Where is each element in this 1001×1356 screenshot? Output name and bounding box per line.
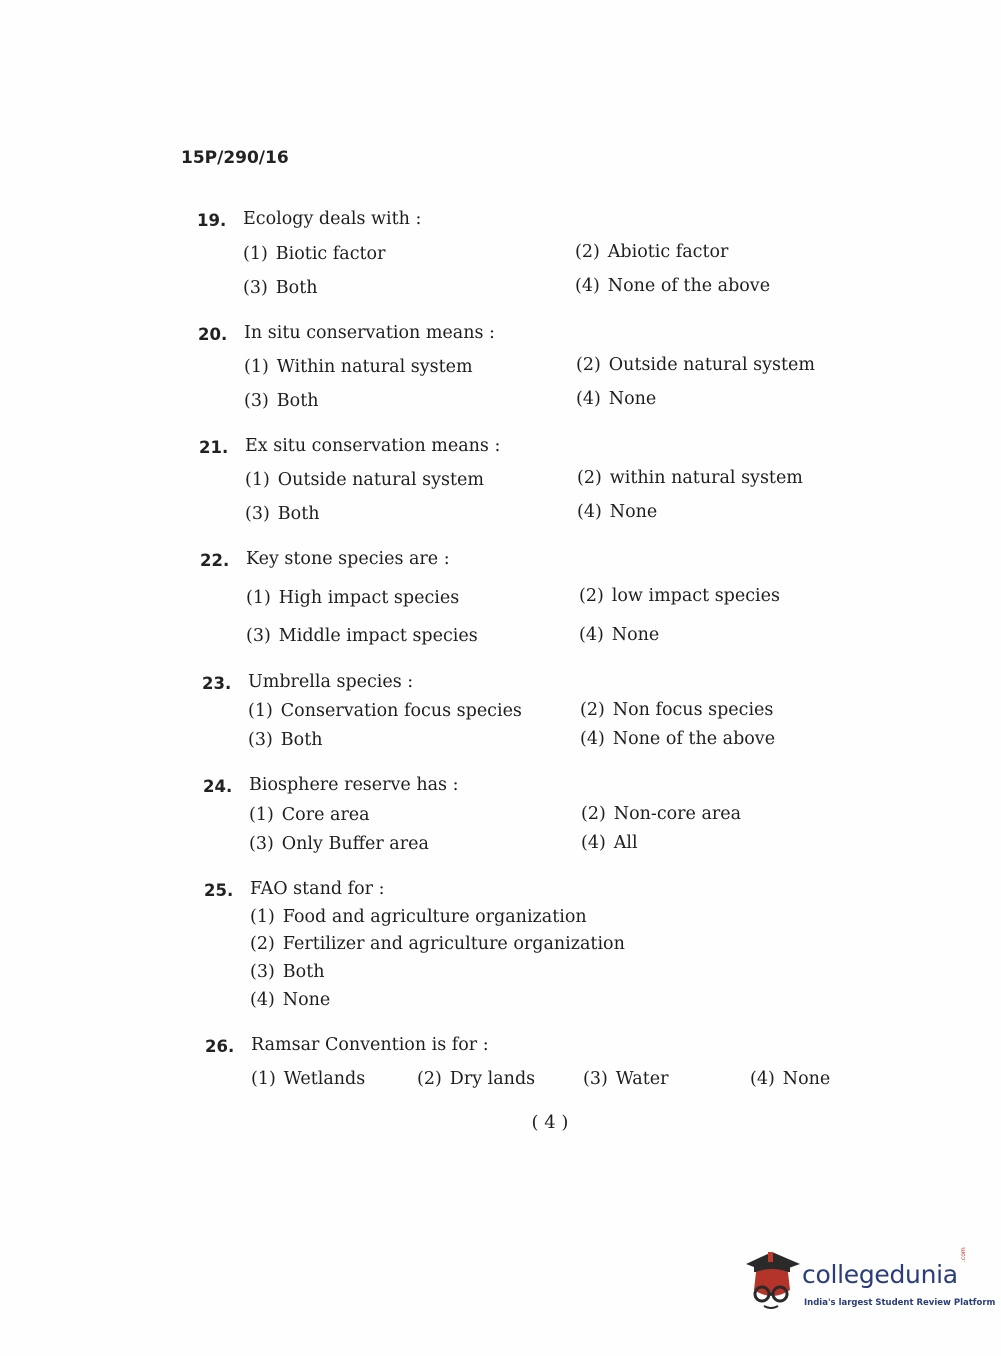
option-text: Dry lands <box>449 1069 536 1089</box>
option-number: (3) <box>246 626 271 646</box>
question-text: In situ conservation means : <box>244 323 495 343</box>
option-number: (4) <box>576 389 601 409</box>
option-number: (2) <box>417 1069 442 1089</box>
option-2 <box>250 934 625 954</box>
option-text: Wetlands <box>283 1069 366 1089</box>
question-text: FAO stand for : <box>250 879 385 899</box>
option-number: (1) <box>245 470 270 490</box>
option-number: (1) <box>248 701 273 721</box>
option-text: None <box>782 1069 831 1089</box>
option-number: (2) <box>576 355 601 375</box>
question-text: Biosphere reserve has : <box>249 775 459 795</box>
option-3 <box>245 504 320 524</box>
option-number: (3) <box>250 962 275 982</box>
option-number: (2) <box>581 804 606 824</box>
option-number: (1) <box>250 907 275 927</box>
option-2 <box>579 586 780 606</box>
option-4 <box>575 276 770 296</box>
option-1 <box>243 244 385 264</box>
option-1 <box>251 1069 365 1089</box>
option-number: (2) <box>579 586 604 606</box>
option-text: Water <box>615 1069 669 1089</box>
option-number: (2) <box>250 934 275 954</box>
option-4 <box>750 1069 830 1089</box>
option-text: Core area <box>281 805 370 825</box>
option-2 <box>577 468 803 488</box>
option-2 <box>575 242 728 262</box>
page-number: ( 4 ) <box>531 1112 569 1133</box>
option-number: (3) <box>244 391 269 411</box>
mascot-icon <box>742 1250 802 1314</box>
option-number: (2) <box>577 468 602 488</box>
question-number: 21. <box>199 438 229 457</box>
option-3 <box>243 278 318 298</box>
option-number: (1) <box>246 588 271 608</box>
option-text: within natural system <box>609 468 803 488</box>
collegedunia-watermark <box>742 1247 996 1320</box>
question-number: 19. <box>197 211 227 230</box>
option-text: Food and agriculture organization <box>282 907 587 927</box>
option-number: (4) <box>250 990 275 1010</box>
brand-name: collegedunia <box>802 1260 958 1289</box>
option-text: Outside natural system <box>277 470 484 490</box>
option-1 <box>244 357 473 377</box>
option-text: Both <box>282 962 325 982</box>
option-text: Abiotic factor <box>607 242 729 262</box>
option-number: (2) <box>580 700 605 720</box>
option-3 <box>250 962 325 982</box>
option-text: Both <box>277 504 320 524</box>
question-number: 26. <box>205 1037 235 1056</box>
option-text: None <box>611 625 660 645</box>
option-text: Only Buffer area <box>281 834 429 854</box>
option-text: High impact species <box>278 588 460 608</box>
option-number: (3) <box>583 1069 608 1089</box>
option-text: Outside natural system <box>608 355 815 375</box>
option-number: (4) <box>750 1069 775 1089</box>
option-1 <box>246 588 459 608</box>
option-number: (4) <box>579 625 604 645</box>
brand-tagline: India's largest Student Review Platform <box>804 1298 996 1308</box>
option-3 <box>248 730 323 750</box>
option-text: None <box>282 990 331 1010</box>
option-3 <box>244 391 319 411</box>
option-number: (4) <box>581 833 606 853</box>
option-2 <box>580 700 773 720</box>
option-3 <box>249 834 429 854</box>
option-number: (4) <box>580 729 605 749</box>
option-text: Both <box>280 730 323 750</box>
option-text: None of the above <box>607 276 771 296</box>
option-text: Conservation focus species <box>280 701 522 721</box>
option-2 <box>581 804 741 824</box>
option-text: Non focus species <box>612 700 774 720</box>
option-text: Both <box>276 391 319 411</box>
option-number: (3) <box>245 504 270 524</box>
option-text: None <box>608 389 657 409</box>
option-number: (1) <box>249 805 274 825</box>
option-number: (4) <box>577 502 602 522</box>
option-text: low impact species <box>611 586 780 606</box>
question-text: Ramsar Convention is for : <box>251 1035 489 1055</box>
question-text: Ecology deals with : <box>243 209 422 229</box>
paper-code: 15P/290/16 <box>181 148 289 168</box>
option-text: Within natural system <box>276 357 473 377</box>
option-4 <box>580 729 775 749</box>
question-number: 23. <box>202 674 232 693</box>
option-4 <box>250 990 330 1010</box>
option-1 <box>249 805 370 825</box>
option-number: (2) <box>575 242 600 262</box>
option-number: (1) <box>243 244 268 264</box>
question-text: Umbrella species : <box>248 672 414 692</box>
option-text: Both <box>275 278 318 298</box>
question-number: 20. <box>198 325 228 344</box>
option-text: None of the above <box>612 729 776 749</box>
option-1 <box>245 470 484 490</box>
option-number: (3) <box>243 278 268 298</box>
option-number: (4) <box>575 276 600 296</box>
option-3 <box>246 626 478 646</box>
option-1 <box>250 907 587 927</box>
question-number: 22. <box>200 551 230 570</box>
option-2 <box>576 355 815 375</box>
option-text: Fertilizer and agriculture organization <box>282 934 625 954</box>
question-number: 25. <box>204 881 234 900</box>
option-number: (3) <box>249 834 274 854</box>
option-3 <box>583 1069 668 1089</box>
option-text: None <box>609 502 658 522</box>
question-text: Ex situ conservation means : <box>245 436 501 456</box>
option-number: (1) <box>244 357 269 377</box>
option-text: All <box>613 833 638 853</box>
option-number: (3) <box>248 730 273 750</box>
option-4 <box>576 389 656 409</box>
option-4 <box>579 625 659 645</box>
brand-suffix: .com <box>960 1247 967 1262</box>
option-4 <box>577 502 657 522</box>
option-text: Biotic factor <box>275 244 386 264</box>
question-number: 24. <box>203 777 233 796</box>
option-text: Middle impact species <box>278 626 478 646</box>
option-1 <box>248 701 522 721</box>
option-number: (1) <box>251 1069 276 1089</box>
option-2 <box>417 1069 535 1089</box>
option-4 <box>581 833 638 853</box>
question-text: Key stone species are : <box>246 549 450 569</box>
option-text: Non-core area <box>613 804 742 824</box>
